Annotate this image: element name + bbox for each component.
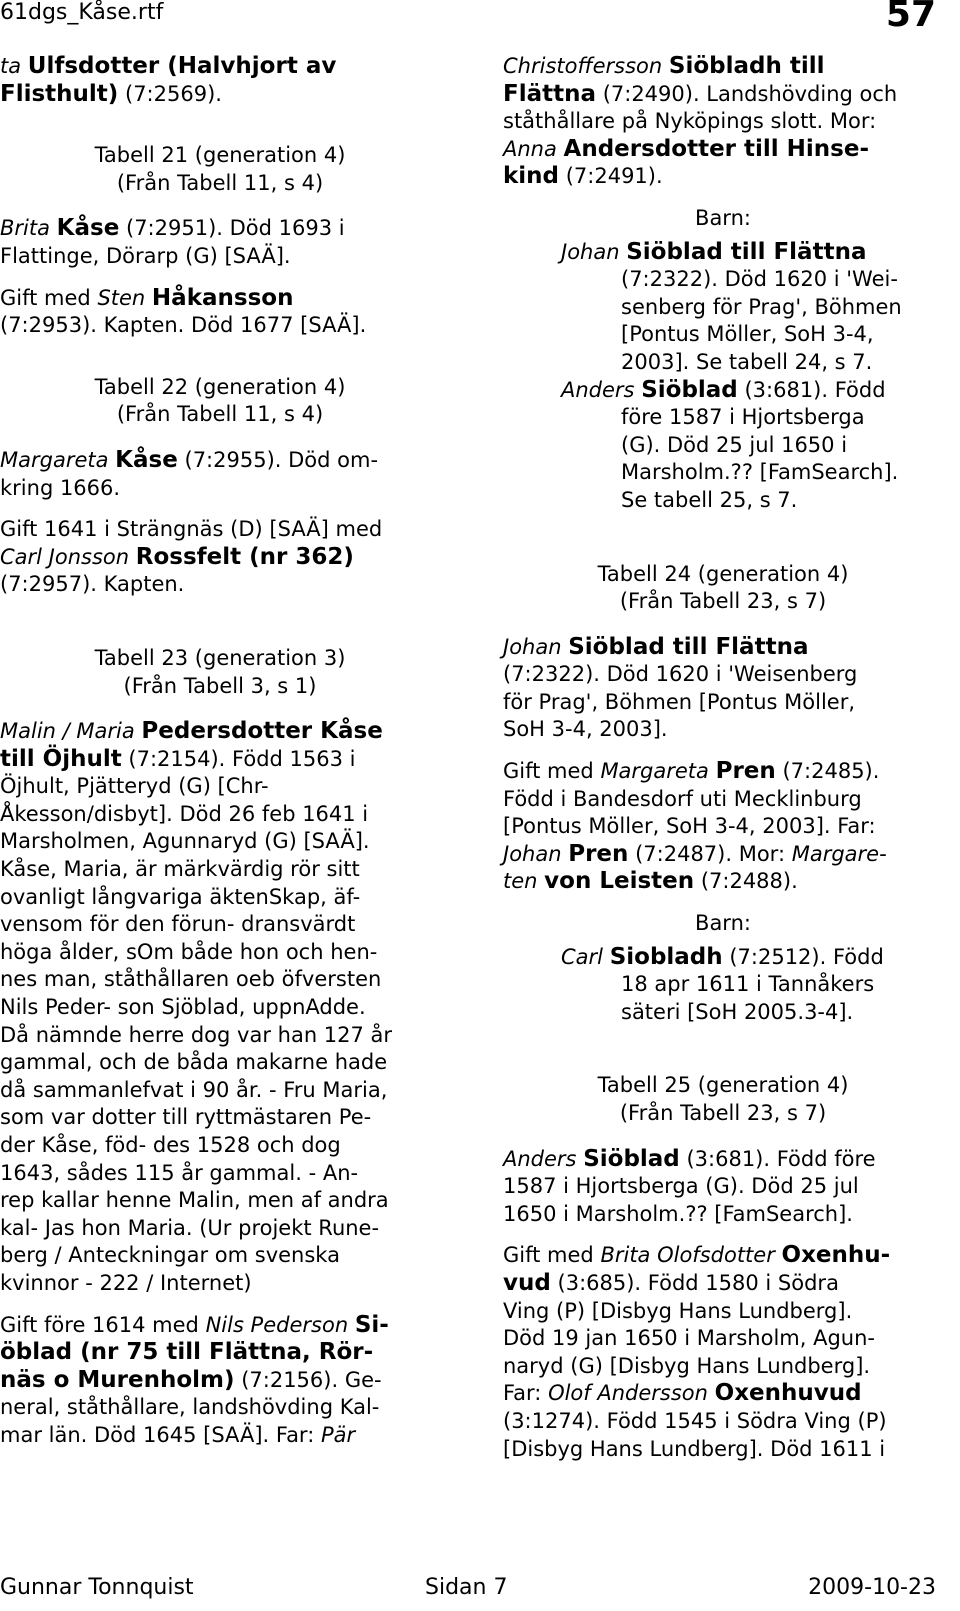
text-line: Johan Pren (7:2487). Mor: Margare-: [503, 840, 887, 867]
text-line: SoH 3-4, 2003].: [503, 717, 668, 742]
document-filename: 61dgs_Kåse.rtf: [0, 0, 164, 25]
text-line: höga ålder, sOm både hon och hen-: [0, 939, 378, 964]
text-line: näs o Murenholm) (7:2156). Ge-: [0, 1366, 382, 1393]
text-line: senberg för Prag', Böhmen: [621, 294, 902, 319]
table-heading: Tabell 22 (generation 4): [94, 374, 346, 399]
text-line: till Öjhult (7:2154). Född 1563 i: [0, 745, 356, 772]
text-line: Johan Siöblad till Flättna: [503, 633, 809, 660]
text-line: Se tabell 25, s 7.: [621, 487, 798, 512]
table-heading: Tabell 23 (generation 3): [94, 645, 346, 670]
table-heading: Tabell 25 (generation 4): [597, 1073, 849, 1098]
text-line: Gift med Sten Håkansson: [0, 284, 294, 311]
text-line: vud (3:685). Född 1580 i Södra: [503, 1269, 839, 1296]
text-line: (7:2322). Död 1620 i 'Wei-: [621, 267, 898, 292]
text-line: Gift med Brita Olofsdotter Oxenhu-: [503, 1242, 891, 1269]
text-line: Far: Olof Andersson Oxenhuvud: [503, 1380, 862, 1407]
child-entry: Johan Siöblad till Flättna: [561, 238, 867, 265]
text-line: då sammanlefvat i 90 år. - Fru Maria,: [0, 1077, 388, 1102]
text-line: ovanligt långvariga äktenSkap, äf-: [0, 884, 361, 909]
text-line: ta Ulfsdotter (Halvhjort av: [0, 53, 337, 79]
children-heading: Barn:: [695, 911, 751, 936]
text-line: Anna Andersdotter till Hinse-: [503, 135, 870, 162]
table-heading: Tabell 21 (generation 4): [94, 143, 346, 168]
text-line: Carl Jonsson Rossfelt (nr 362): [0, 543, 354, 570]
text-line: före 1587 i Hjortsberga: [621, 405, 865, 430]
table-subheading: (Från Tabell 3, s 1): [123, 673, 317, 698]
text-line: 2003]. Se tabell 24, s 7.: [621, 349, 873, 374]
text-line: 18 apr 1611 i Tannåkers: [621, 972, 875, 997]
table-subheading: (Från Tabell 23, s 7): [619, 589, 827, 614]
table-heading: Tabell 24 (generation 4): [597, 561, 849, 586]
text-line: (7:2322). Död 1620 i 'Weisenberg: [503, 662, 858, 687]
text-line: som var dotter till ryttmästaren Pe-: [0, 1105, 372, 1130]
child-entry: Carl Siobladh (7:2512). Född: [561, 943, 884, 970]
child-entry: Anders Siöblad (3:681). Född: [561, 376, 886, 403]
text-line: Christoffersson Siöbladh till: [503, 53, 825, 79]
children-heading: Barn:: [695, 205, 751, 230]
text-line: Gift 1641 i Strängnäs (D) [SAÄ] med: [0, 517, 383, 542]
text-line: Flättna (7:2490). Landshövding och: [503, 80, 898, 107]
text-line: kring 1666.: [0, 475, 121, 500]
text-line: Död 19 jan 1650 i Marsholm, Agun-: [503, 1326, 875, 1351]
text-line: Åkesson/disbyt]. Död 26 feb 1641 i: [0, 801, 369, 826]
text-line: Marsholmen, Agunnaryd (G) [SAÄ].: [0, 829, 370, 854]
text-line: 1650 i Marsholm.?? [FamSearch].: [503, 1201, 853, 1226]
text-line: Kåse, Maria, är märkvärdig rör sitt: [0, 857, 360, 882]
text-line: (7:2953). Kapten. Död 1677 [SAÄ].: [0, 313, 367, 338]
text-line: Malin / Maria Pedersdotter Kåse: [0, 718, 383, 745]
text-line: Margareta Kåse (7:2955). Död om-: [0, 446, 379, 473]
text-line: Då nämnde herre dog var han 127 år: [0, 1022, 393, 1047]
text-line: kind (7:2491).: [503, 163, 663, 190]
text-line: kvinnor - 222 / Internet): [0, 1270, 252, 1295]
text-line: säteri [SoH 2005.3-4].: [621, 999, 854, 1024]
text-line: ståthållare på Nyköpings slott. Mor:: [503, 109, 877, 134]
text-line: 1587 i Hjortsberga (G). Död 25 jul: [503, 1174, 859, 1199]
text-line: [Pontus Möller, SoH 3-4, 2003]. Far:: [503, 814, 876, 839]
text-line: berg / Anteckningar om svenska: [0, 1243, 340, 1268]
text-line: Ving (P) [Disbyg Hans Lundberg].: [503, 1298, 853, 1323]
footer-page: Sidan 7: [425, 1575, 508, 1600]
text-line: för Prag', Böhmen [Pontus Möller,: [503, 689, 856, 714]
text-line: Öjhult, Pjätteryd (G) [Chr-: [0, 774, 269, 799]
text-line: 1643, sådes 115 år gammal. - An-: [0, 1160, 359, 1185]
right-column: [503, 53, 943, 1463]
text-line: Anders Siöblad (3:681). Född före: [503, 1145, 876, 1172]
text-line: Gift före 1614 med Nils Pederson Si-: [0, 1311, 389, 1338]
table-subheading: (Från Tabell 11, s 4): [116, 402, 324, 427]
text-line: Nils Peder- son Sjöblad, uppnAdde.: [0, 995, 366, 1020]
text-line: (7:2957). Kapten.: [0, 572, 185, 597]
text-line: gammal, och de båda makarne hade: [0, 1050, 388, 1075]
text-line: nes man, ståthållaren oeb öfversten: [0, 967, 382, 992]
table-subheading: (Från Tabell 11, s 4): [116, 170, 324, 195]
text-line: öblad (nr 75 till Flättna, Rör-: [0, 1339, 374, 1366]
text-line: neral, ståthållare, landshövding Kal-: [0, 1395, 380, 1420]
text-line: (G). Död 25 jul 1650 i: [621, 432, 848, 457]
footer-author: Gunnar Tonnquist: [0, 1575, 194, 1600]
text-line: Född i Bandesdorf uti Mecklinburg: [503, 786, 862, 811]
text-line: Marsholm.?? [FamSearch].: [621, 460, 899, 485]
table-subheading: (Från Tabell 23, s 7): [619, 1101, 827, 1125]
text-line: [Disbyg Hans Lundberg]. Död 1611 i: [503, 1436, 886, 1461]
text-line: Flisthult) (7:2569).: [0, 80, 222, 107]
footer-date: 2009-10-23: [808, 1575, 936, 1600]
text-line: Flattinge, Dörarp (G) [SAÄ].: [0, 243, 291, 268]
text-line: rep kallar henne Malin, men af andra: [0, 1188, 389, 1213]
page-number: 57: [885, 0, 936, 35]
text-line: Brita Kåse (7:2951). Död 1693 i: [0, 215, 345, 242]
text-line: Gift med Margareta Pren (7:2485).: [503, 758, 880, 785]
text-line: ten von Leisten (7:2488).: [503, 868, 798, 895]
text-line: [Pontus Möller, SoH 3-4,: [621, 322, 874, 347]
text-line: vensom för den förun- dransvärdt: [0, 912, 356, 937]
text-line: (3:1274). Född 1545 i Södra Ving (P): [503, 1408, 887, 1433]
text-line: kal- Jas hon Maria. (Ur projekt Rune-: [0, 1215, 380, 1240]
text-line: der Kåse, föd- des 1528 och dog: [0, 1133, 341, 1157]
text-line: mar län. Död 1645 [SAÄ]. Far: Pär: [0, 1422, 356, 1447]
text-line: naryd (G) [Disbyg Hans Lundberg].: [503, 1353, 871, 1378]
left-column: [0, 53, 440, 1450]
